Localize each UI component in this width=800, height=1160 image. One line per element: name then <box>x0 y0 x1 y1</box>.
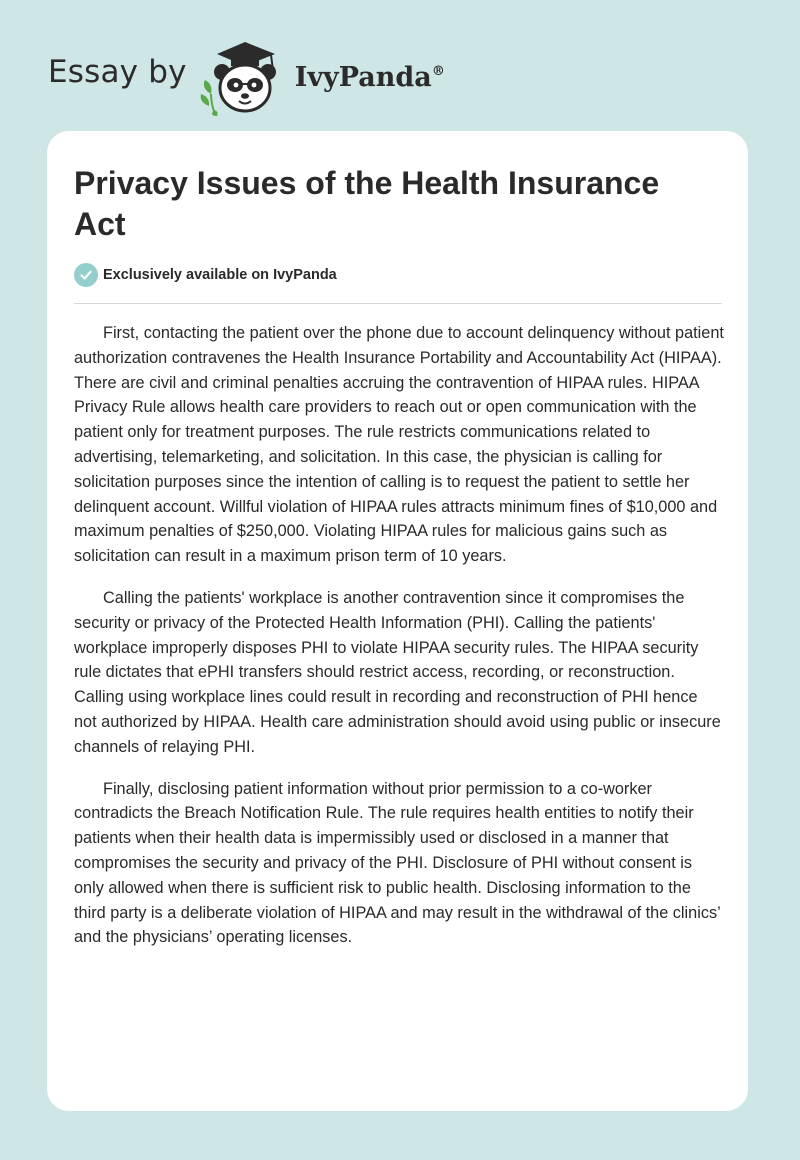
paragraph: Calling the patients' workplace is another contravention since it compromises the security or privacy of the Protected Health Information (PHI). Calling the patients' workplace improperly disposes PHI to violate HIPAA security rules. The HIPAA security rule dictates that ePHI transfers should restrict access, recording, or reconstruction. Calling using workplace lines could result in recording and reconstruction of PHI hence not authorized by HIPAA. Health care administration should avoid using public or insecure channels of relaying PHI. <box>74 588 721 756</box>
panda-logo-icon <box>197 36 293 116</box>
exclusive-badge <box>74 263 337 287</box>
divider <box>74 303 722 304</box>
paragraph: Finally, disclosing patient information without prior permission to a co-worker contradicts the Breach Notification Rule. The rule requires health entities to notify their patients when their health data is impermissibly used or disclosed in a manner that compromises the security and privacy of the PHI. Disclosure of PHI without consent is only allowed when there is sufficient risk to public health. Disclosing information to the third party is a deliberate violation of HIPAA and may result in the withdrawal of the clinics’ and the physicians’ operating licenses. <box>74 779 721 947</box>
brand-name: IvyPanda® <box>294 61 445 93</box>
registered-mark: ® <box>431 63 445 79</box>
site-header <box>48 36 508 116</box>
page-title: Privacy Issues of the Health Insurance Act <box>74 165 660 242</box>
panda-graduation-cap-logo[interactable] <box>197 36 293 116</box>
paragraph: First, contacting the patient over the phone due to account delinquency without patient authorization contravenes the Health Insurance Portability and Accountability Act (HIPAA). There are civil and criminal penalties accruing the contravention of HIPAA rules. HIPAA Privacy Rule allows health care providers to reach out or open communication with the patient only for treatment purposes. The rule restricts communications related to advertising, telemarketing, and solicitation. In this case, the physician is calling for solicitation purposes since the intention of calling is to request the patient to settle her delinquent account. Willful violation of HIPAA rules attracts minimum fines of $10,000 and maximum penalties of $250,000. Violating HIPAA rules for malicious gains such as solicitation can result in a maximum prison term of 10 years. <box>74 324 724 566</box>
essay-by-label: Essay by <box>48 54 187 90</box>
essay-body <box>74 321 724 967</box>
check-circle-icon <box>74 263 98 287</box>
essay-card <box>47 131 748 1111</box>
badge-label: Exclusively available on IvyPanda <box>103 267 337 283</box>
